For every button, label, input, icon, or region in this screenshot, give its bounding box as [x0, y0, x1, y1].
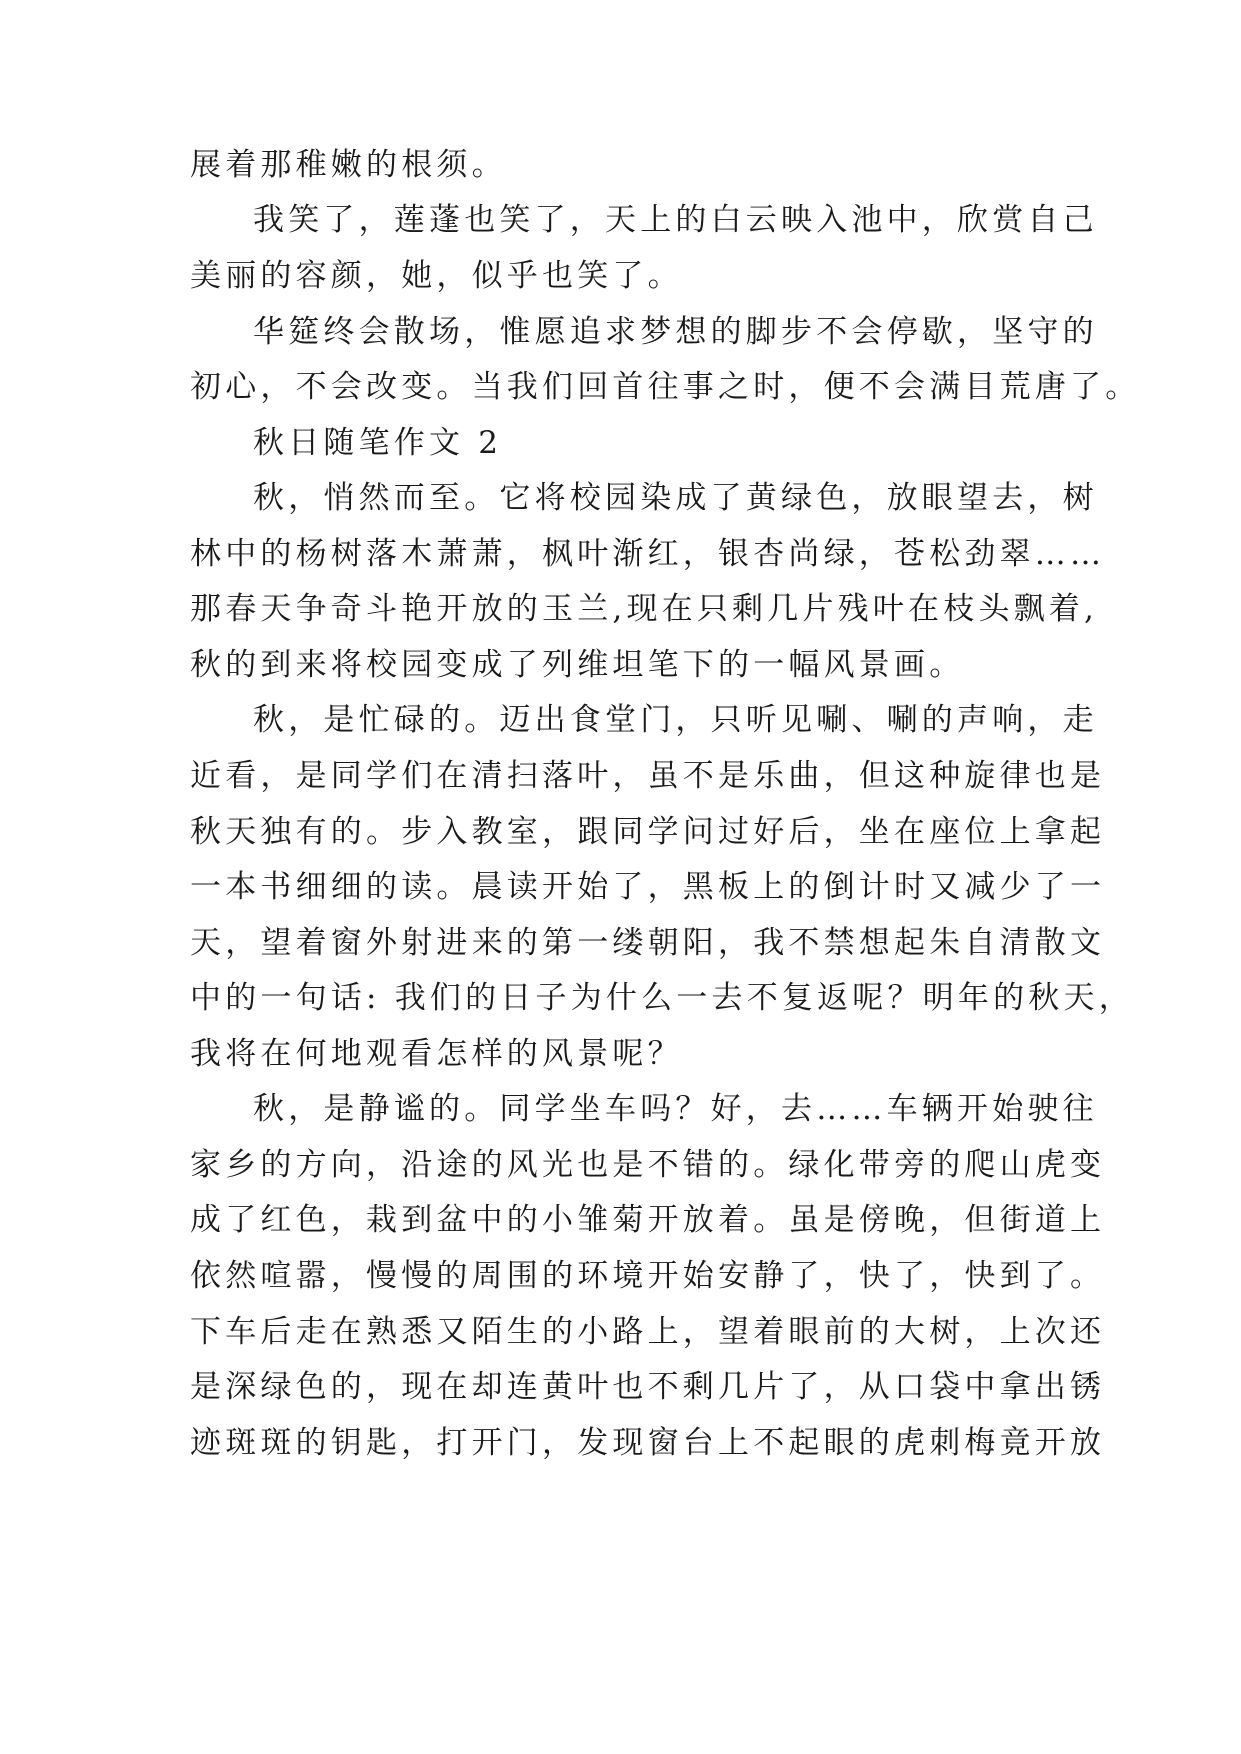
- text-line: 美丽的容颜，她，似乎也笑了。: [190, 258, 683, 294]
- text-line: 那春天争奇斗艳开放的玉兰,现在只剩几片残叶在枝头飘着,: [190, 591, 1099, 627]
- paragraph-line: 秋，是忙碌的。迈出食堂门，只听见唰、唰的声响，走: [253, 702, 1098, 738]
- text-line: 成了红色，栽到盆中的小雏菊开放着。虽是傍晚，但街道上: [190, 1202, 1106, 1238]
- text-line: 秋天独有的。步入教室，跟同学问过好后，坐在座位上拿起: [190, 814, 1106, 850]
- paragraph-line: 秋，悄然而至。它将校园染成了黄绿色，放眼望去，树: [253, 480, 1098, 516]
- text-line: 展着那稚嫩的根须。: [190, 147, 507, 183]
- text-line: 秋的到来将校园变成了列维坦笔下的一幅风景画。: [190, 647, 965, 683]
- paragraph-line: 我笑了，莲蓬也笑了，天上的白云映入池中，欣赏自己: [253, 202, 1098, 238]
- text-line: 我将在何地观看怎样的风景呢？: [190, 1036, 683, 1072]
- text-line: 一本书细细的读。晨读开始了，黑板上的倒计时又减少了一: [190, 869, 1106, 905]
- text-line: 依然喧嚣，慢慢的周围的环境开始安静了，快了，快到了。: [190, 1258, 1106, 1294]
- text-line: 是深绿色的，现在却连黄叶也不剩几片了，从口袋中拿出锈: [190, 1369, 1106, 1405]
- text-line: 家乡的方向，沿途的风光也是不错的。绿化带旁的爬山虎变: [190, 1147, 1106, 1183]
- section-title: 秋日随笔作文 2: [253, 425, 503, 461]
- text-line: 迹斑斑的钥匙，打开门，发现窗台上不起眼的虎刺梅竟开放: [190, 1425, 1106, 1461]
- text-line: 下车后走在熟悉又陌生的小路上，望着眼前的大树，上次还: [190, 1314, 1106, 1350]
- text-line: 林中的杨树落木萧萧，枫叶渐红，银杏尚绿，苍松劲翠……: [190, 536, 1106, 572]
- text-line: 初心，不会改变。当我们回首往事之时，便不会满目荒唐了。: [190, 369, 1141, 405]
- text-line: 近看，是同学们在清扫落叶，虽不是乐曲，但这种旋律也是: [190, 758, 1106, 794]
- paragraph-line: 秋，是静谧的。同学坐车吗？好，去……车辆开始驶往: [253, 1091, 1098, 1127]
- text-line: 天，望着窗外射进来的第一缕朝阳，我不禁想起朱自清散文: [190, 925, 1106, 961]
- paragraph-line: 华筵终会散场，惟愿追求梦想的脚步不会停歇，坚守的: [253, 314, 1098, 350]
- text-line: 中的一句话: 我们的日子为什么一去不复返呢？明年的秋天，: [190, 980, 1134, 1016]
